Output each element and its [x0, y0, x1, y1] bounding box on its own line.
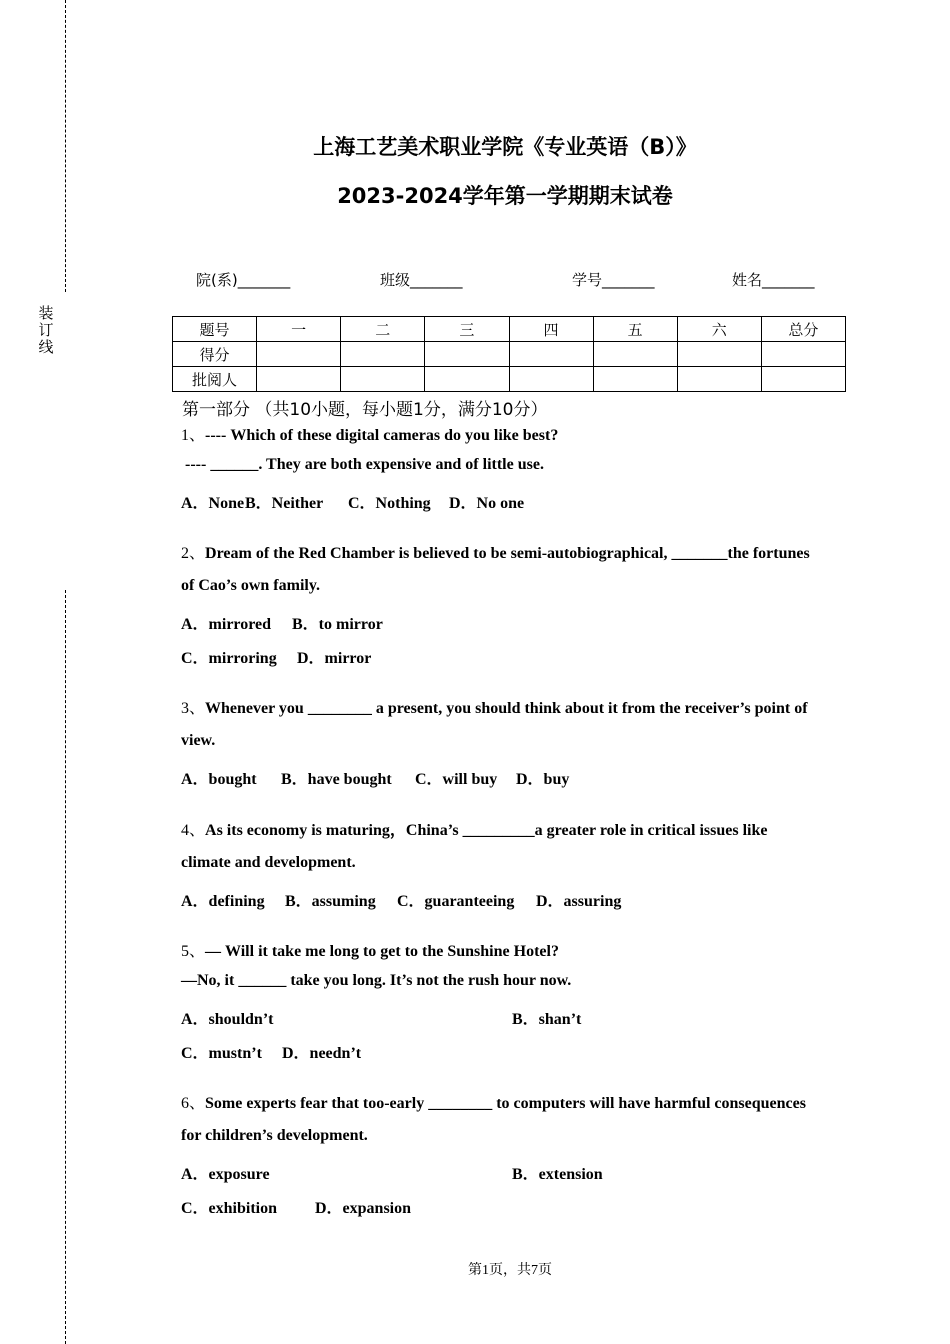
row-label: 得分 [173, 342, 257, 367]
option-c: C．Nothing [348, 495, 431, 512]
binding-dashed-line-bottom [65, 590, 66, 1344]
option-d: D．mirror [297, 650, 372, 667]
score-cell [341, 342, 425, 367]
question-1-line-2: ---- ______. They are both expensive and of little use. [181, 456, 544, 473]
option-d: D．buy [516, 771, 570, 788]
name-field: 姓名_______ [732, 271, 815, 289]
question-3-line-1 [181, 695, 808, 718]
option-c: C．mirroring [181, 650, 277, 667]
grader-cell [593, 367, 677, 392]
grader-cell [761, 367, 845, 392]
grader-cell [509, 367, 593, 392]
section-title: 第一部分 （共10小题，每小题1分，满分10分） [182, 400, 548, 420]
option-a: A．exposure [181, 1166, 270, 1183]
question-2-line-1 [181, 540, 810, 563]
grader-cell [257, 367, 341, 392]
option-d: D．No one [449, 495, 525, 512]
option-d: D．needn’t [282, 1045, 362, 1062]
score-cell [509, 342, 593, 367]
question-4-line-2: climate and development. [181, 854, 356, 871]
option-b: B．assuming [285, 893, 376, 910]
option-c: C．guaranteeing [397, 893, 515, 910]
binding-char: 订 [38, 321, 54, 339]
table-header-cell: 五 [593, 317, 677, 342]
grader-cell [425, 367, 509, 392]
row-label: 批阅人 [173, 367, 257, 392]
grader-cell [341, 367, 425, 392]
table-header-cell: 题号 [173, 317, 257, 342]
question-number: 5、 [181, 943, 206, 960]
question-6-line-2: for children’s development. [181, 1127, 368, 1144]
score-cell [593, 342, 677, 367]
option-b: B．have bought [281, 771, 392, 788]
question-number: 6、 [181, 1095, 206, 1112]
table-header-cell: 总分 [761, 317, 845, 342]
question-6-line-1 [181, 1090, 806, 1113]
question-2-line-2: of Cao’s own family. [181, 577, 320, 594]
question-text: Dream of the Red Chamber is believed to be semi-autobiographical, _______the fortunes [205, 545, 810, 562]
score-row [173, 342, 846, 367]
question-number: 3、 [181, 700, 206, 717]
grader-cell [677, 367, 761, 392]
table-header-cell: 四 [509, 317, 593, 342]
score-table-header-row [173, 317, 846, 342]
question-text: Some experts fear that too-early ________ to computers will have harmful consequences [205, 1095, 806, 1112]
question-5-line-1 [181, 938, 559, 961]
option-a: A．shouldn’t [181, 1011, 274, 1028]
question-text: Whenever you ________ a present, you should think about it from the receiver’s point of [205, 700, 808, 717]
question-text: — Will it take me long to get to the Sunshine Hotel? [205, 943, 559, 960]
option-b: B．to mirror [292, 616, 383, 633]
option-b: B．shan’t [512, 1011, 582, 1028]
question-number: 4、 [181, 822, 206, 839]
question-1-line-1 [181, 422, 558, 445]
option-a: A．defining [181, 893, 265, 910]
question-number: 2、 [181, 545, 206, 562]
exam-title: 上海工艺美术职业学院《专业英语（B）》 [313, 135, 697, 159]
class-field: 班级_______ [380, 271, 463, 289]
option-d: D．assuring [536, 893, 622, 910]
option-a: A．None [181, 495, 245, 512]
score-table [172, 316, 846, 392]
grader-row [173, 367, 846, 392]
score-cell [677, 342, 761, 367]
question-text: As its economy is maturing，China’s _________a greater role in critical issues like [205, 822, 768, 839]
page-footer: 第1页，共7页 [468, 1263, 552, 1278]
option-c: C．will buy [415, 771, 498, 788]
binding-label [38, 305, 54, 356]
option-b: B．extension [512, 1166, 603, 1183]
exam-subtitle: 2023-2024学年第一学期期末试卷 [337, 184, 673, 208]
question-5-line-2: —No, it ______ take you long. It’s not the rush hour now. [181, 972, 572, 989]
binding-char: 装 [38, 304, 54, 322]
question-text: ---- Which of these digital cameras do you like best? [205, 427, 559, 444]
department-field: 院(系)_______ [196, 271, 291, 289]
option-c: C．mustn’t [181, 1045, 262, 1062]
table-header-cell: 三 [425, 317, 509, 342]
student-id-field: 学号_______ [572, 271, 655, 289]
question-number: 1、 [181, 427, 206, 444]
binding-char: 线 [38, 338, 54, 356]
score-cell [761, 342, 845, 367]
option-d: D．expansion [315, 1200, 412, 1217]
question-4-line-1 [181, 817, 768, 840]
table-header-cell: 六 [677, 317, 761, 342]
option-a: A．mirrored [181, 616, 272, 633]
score-cell [425, 342, 509, 367]
score-cell [257, 342, 341, 367]
option-a: A．bought [181, 771, 257, 788]
question-3-line-2: view. [181, 732, 216, 749]
option-b: B．Neither [245, 495, 324, 512]
table-header-cell: 二 [341, 317, 425, 342]
table-header-cell: 一 [257, 317, 341, 342]
option-c: C．exhibition [181, 1200, 278, 1217]
